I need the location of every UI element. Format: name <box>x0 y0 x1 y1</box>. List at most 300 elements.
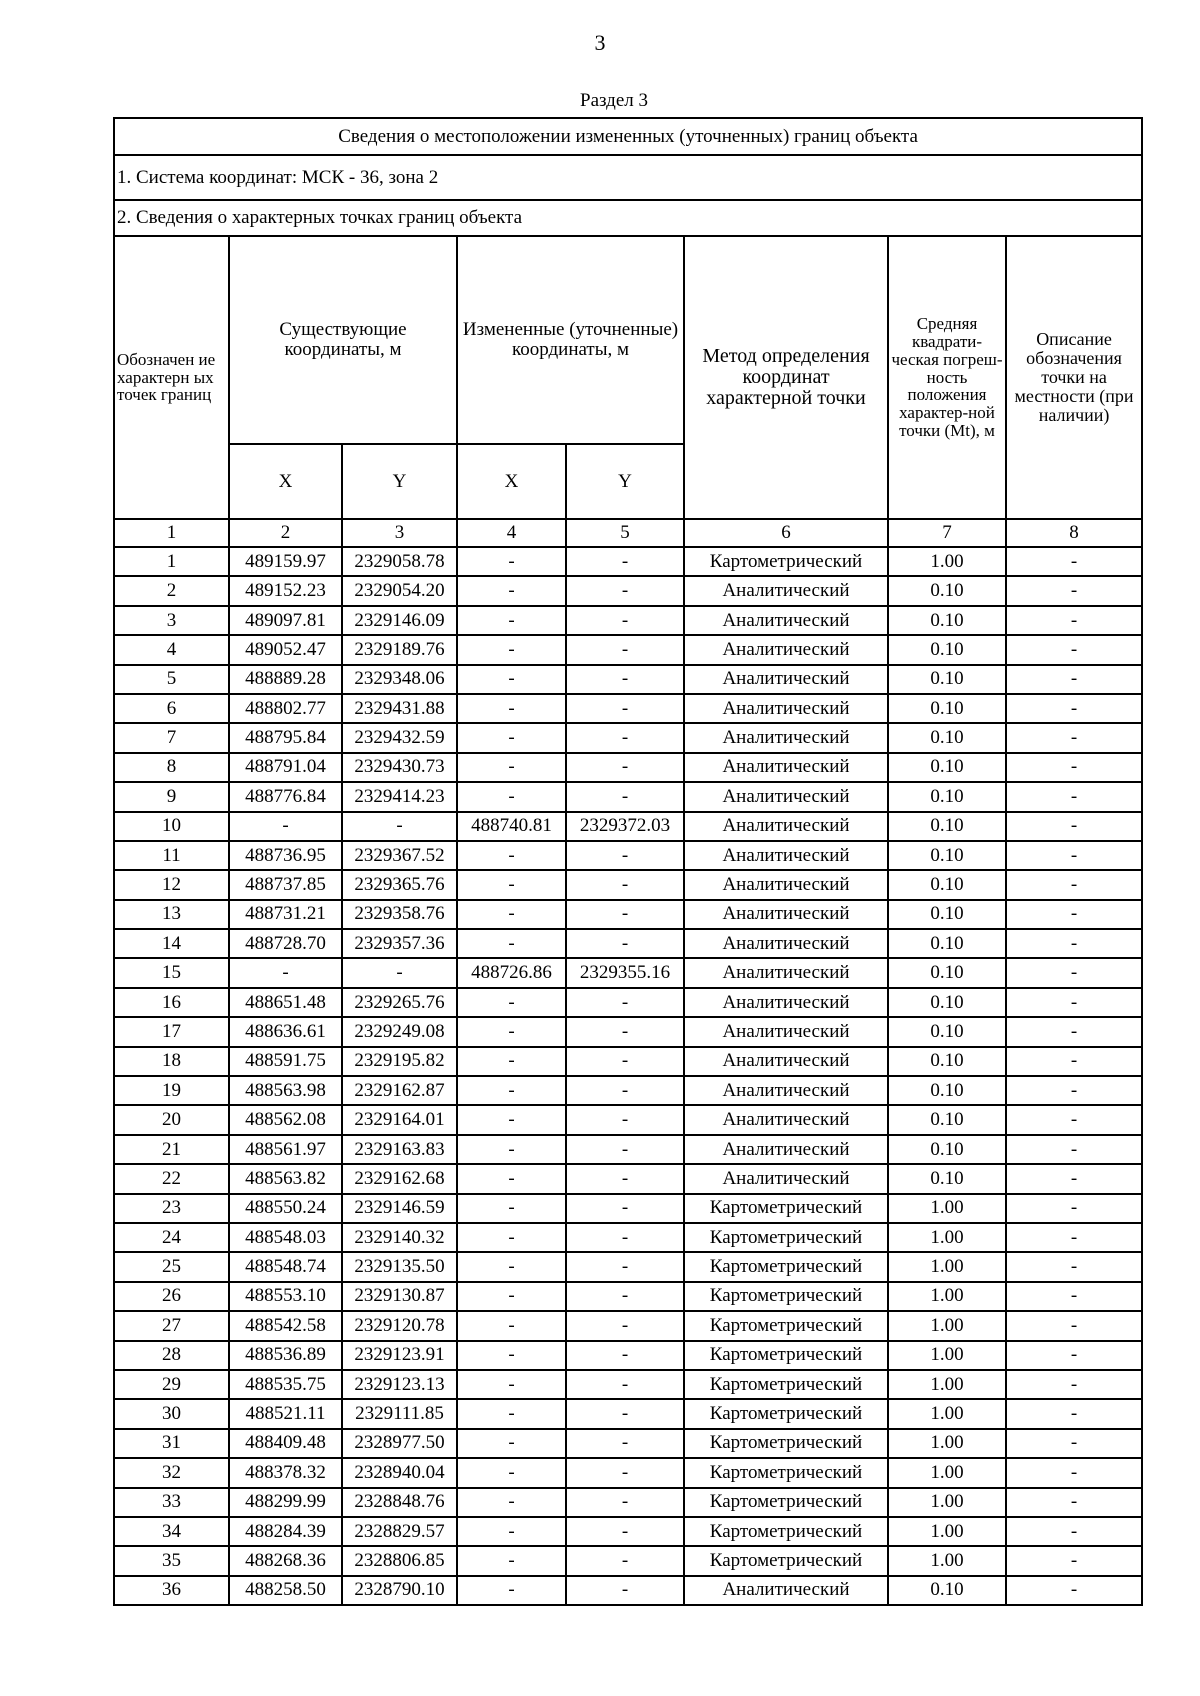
header-existing-x: X <box>229 444 342 519</box>
cell-changed-y: - <box>566 1546 684 1575</box>
cell-description: - <box>1006 1341 1142 1370</box>
cell-error: 1.00 <box>888 1252 1006 1281</box>
cell-point-id: 8 <box>114 753 229 782</box>
cell-existing-y: 2328829.57 <box>342 1517 457 1546</box>
cell-changed-y: - <box>566 1399 684 1428</box>
cell-changed-y: - <box>566 1517 684 1546</box>
cell-existing-y: 2329058.78 <box>342 547 457 576</box>
cell-existing-x: 488258.50 <box>229 1576 342 1605</box>
cell-changed-x: - <box>457 753 566 782</box>
cell-description: - <box>1006 900 1142 929</box>
cell-existing-x: 488553.10 <box>229 1282 342 1311</box>
cell-description: - <box>1006 1370 1142 1399</box>
cell-existing-x: 488795.84 <box>229 723 342 752</box>
cell-point-id: 34 <box>114 1517 229 1546</box>
cell-changed-x: - <box>457 870 566 899</box>
cell-changed-x: - <box>457 665 566 694</box>
cell-error: 1.00 <box>888 1429 1006 1458</box>
cell-existing-x: 488802.77 <box>229 694 342 723</box>
cell-method: Аналитический <box>684 1105 888 1134</box>
cell-method: Аналитический <box>684 841 888 870</box>
cell-existing-x: 488731.21 <box>229 900 342 929</box>
cell-existing-y: 2329189.76 <box>342 635 457 664</box>
cell-existing-y: 2329358.76 <box>342 900 457 929</box>
cell-existing-y: 2329120.78 <box>342 1311 457 1340</box>
cell-error: 1.00 <box>888 1282 1006 1311</box>
table-row <box>114 1223 1142 1252</box>
cell-method: Картометрический <box>684 1252 888 1281</box>
cell-existing-y: 2328977.50 <box>342 1429 457 1458</box>
cell-error: 0.10 <box>888 841 1006 870</box>
cell-changed-x: - <box>457 1135 566 1164</box>
cell-existing-y: 2329123.13 <box>342 1370 457 1399</box>
cell-point-id: 9 <box>114 782 229 811</box>
cell-point-id: 3 <box>114 606 229 635</box>
cell-error: 0.10 <box>888 812 1006 841</box>
column-number-row <box>114 519 1142 547</box>
cell-method: Аналитический <box>684 782 888 811</box>
cell-method: Аналитический <box>684 1135 888 1164</box>
cell-changed-x: - <box>457 1488 566 1517</box>
cell-description: - <box>1006 1399 1142 1428</box>
cell-point-id: 36 <box>114 1576 229 1605</box>
cell-existing-x: 489052.47 <box>229 635 342 664</box>
table-row <box>114 1370 1142 1399</box>
cell-changed-x: - <box>457 1576 566 1605</box>
column-number: 4 <box>457 519 566 547</box>
cell-changed-y: - <box>566 1164 684 1193</box>
cell-point-id: 4 <box>114 635 229 664</box>
cell-point-id: 31 <box>114 1429 229 1458</box>
cell-existing-y: 2328806.85 <box>342 1546 457 1575</box>
coordinate-system: 1. Система координат: МСК - 36, зона 2 <box>114 155 1142 200</box>
cell-point-id: 21 <box>114 1135 229 1164</box>
cell-point-id: 7 <box>114 723 229 752</box>
table-row <box>114 812 1142 841</box>
cell-existing-x: 488299.99 <box>229 1488 342 1517</box>
column-number: 2 <box>229 519 342 547</box>
cell-changed-y: - <box>566 929 684 958</box>
cell-error: 0.10 <box>888 900 1006 929</box>
cell-error: 0.10 <box>888 576 1006 605</box>
cell-point-id: 22 <box>114 1164 229 1193</box>
cell-changed-x: - <box>457 1252 566 1281</box>
cell-description: - <box>1006 1017 1142 1046</box>
points-heading: 2. Сведения о характерных точках границ объекта <box>114 200 1142 236</box>
header-method: Метод определения координат характерной точки <box>684 236 888 519</box>
cell-changed-x: - <box>457 1282 566 1311</box>
cell-method: Аналитический <box>684 958 888 987</box>
cell-existing-y: 2329135.50 <box>342 1252 457 1281</box>
cell-point-id: 13 <box>114 900 229 929</box>
cell-method: Аналитический <box>684 635 888 664</box>
cell-method: Картометрический <box>684 1429 888 1458</box>
cell-changed-x: - <box>457 1047 566 1076</box>
cell-method: Аналитический <box>684 694 888 723</box>
table-row <box>114 900 1142 929</box>
cell-error: 1.00 <box>888 1488 1006 1517</box>
cell-existing-x: 488409.48 <box>229 1429 342 1458</box>
cell-existing-y: 2329111.85 <box>342 1399 457 1428</box>
cell-existing-y: 2329430.73 <box>342 753 457 782</box>
cell-error: 1.00 <box>888 1517 1006 1546</box>
cell-existing-y: - <box>342 812 457 841</box>
cell-changed-x: - <box>457 1076 566 1105</box>
cell-existing-x: 488651.48 <box>229 988 342 1017</box>
cell-description: - <box>1006 1517 1142 1546</box>
cell-existing-x: 488728.70 <box>229 929 342 958</box>
cell-existing-x: 488563.82 <box>229 1164 342 1193</box>
cell-changed-x: - <box>457 1164 566 1193</box>
table-row <box>114 635 1142 664</box>
cell-point-id: 15 <box>114 958 229 987</box>
cell-changed-y: - <box>566 1017 684 1046</box>
cell-description: - <box>1006 606 1142 635</box>
cell-existing-y: 2329146.59 <box>342 1194 457 1223</box>
cell-existing-y: 2329140.32 <box>342 1223 457 1252</box>
table-row <box>114 723 1142 752</box>
cell-point-id: 29 <box>114 1370 229 1399</box>
table-row <box>114 1341 1142 1370</box>
cell-description: - <box>1006 988 1142 1017</box>
cell-changed-y: - <box>566 1223 684 1252</box>
cell-changed-x: - <box>457 1223 566 1252</box>
cell-error: 0.10 <box>888 753 1006 782</box>
cell-existing-x: 488791.04 <box>229 753 342 782</box>
cell-point-id: 2 <box>114 576 229 605</box>
cell-description: - <box>1006 1311 1142 1340</box>
cell-existing-y: 2329162.68 <box>342 1164 457 1193</box>
column-number: 5 <box>566 519 684 547</box>
cell-changed-y: - <box>566 1194 684 1223</box>
cell-changed-y: 2329355.16 <box>566 958 684 987</box>
cell-existing-x: 488562.08 <box>229 1105 342 1134</box>
cell-error: 0.10 <box>888 1047 1006 1076</box>
table-row <box>114 1135 1142 1164</box>
cell-existing-x: 488284.39 <box>229 1517 342 1546</box>
cell-existing-y: 2329163.83 <box>342 1135 457 1164</box>
cell-existing-x: 489097.81 <box>229 606 342 635</box>
cell-description: - <box>1006 870 1142 899</box>
cell-existing-x: 488268.36 <box>229 1546 342 1575</box>
table-title: Сведения о местоположении измененных (уточненных) границ объекта <box>114 118 1142 155</box>
cell-method: Картометрический <box>684 1341 888 1370</box>
cell-existing-x: 488521.11 <box>229 1399 342 1428</box>
table-row <box>114 665 1142 694</box>
table-row <box>114 1047 1142 1076</box>
cell-point-id: 25 <box>114 1252 229 1281</box>
cell-description: - <box>1006 665 1142 694</box>
cell-error: 1.00 <box>888 1458 1006 1487</box>
cell-method: Аналитический <box>684 576 888 605</box>
cell-changed-x: - <box>457 606 566 635</box>
cell-changed-x: - <box>457 1017 566 1046</box>
cell-changed-y: - <box>566 1429 684 1458</box>
cell-changed-x: - <box>457 723 566 752</box>
header-designation: Обозначен ие характерн ых точек границ <box>114 236 229 519</box>
cell-method: Аналитический <box>684 1164 888 1193</box>
cell-changed-x: - <box>457 1517 566 1546</box>
cell-error: 0.10 <box>888 694 1006 723</box>
cell-point-id: 19 <box>114 1076 229 1105</box>
header-changed-y: Y <box>566 444 684 519</box>
cell-method: Аналитический <box>684 988 888 1017</box>
cell-error: 0.10 <box>888 1164 1006 1193</box>
table-row <box>114 870 1142 899</box>
table-row <box>114 1546 1142 1575</box>
cell-existing-x: 488561.97 <box>229 1135 342 1164</box>
cell-description: - <box>1006 841 1142 870</box>
cell-existing-y: 2329195.82 <box>342 1047 457 1076</box>
cell-method: Аналитический <box>684 665 888 694</box>
table-row <box>114 1576 1142 1605</box>
cell-changed-y: - <box>566 694 684 723</box>
cell-changed-y: - <box>566 606 684 635</box>
header-error: Средняя квадрати-ческая погреш-ность положения характер-ной точки (Mt), м <box>888 236 1006 519</box>
cell-changed-y: - <box>566 1311 684 1340</box>
cell-description: - <box>1006 1076 1142 1105</box>
table-row <box>114 988 1142 1017</box>
header-existing-y: Y <box>342 444 457 519</box>
cell-existing-y: 2329357.36 <box>342 929 457 958</box>
cell-method: Аналитический <box>684 1076 888 1105</box>
cell-description: - <box>1006 1546 1142 1575</box>
cell-existing-y: 2329162.87 <box>342 1076 457 1105</box>
cell-point-id: 11 <box>114 841 229 870</box>
cell-method: Аналитический <box>684 606 888 635</box>
table-row <box>114 1282 1142 1311</box>
cell-method: Картометрический <box>684 1517 888 1546</box>
cell-method: Картометрический <box>684 1488 888 1517</box>
cell-description: - <box>1006 635 1142 664</box>
cell-existing-y: 2328940.04 <box>342 1458 457 1487</box>
cell-error: 1.00 <box>888 547 1006 576</box>
cell-error: 0.10 <box>888 606 1006 635</box>
cell-description: - <box>1006 1047 1142 1076</box>
cell-changed-x: - <box>457 1546 566 1575</box>
column-number: 6 <box>684 519 888 547</box>
cell-description: - <box>1006 958 1142 987</box>
cell-existing-y: 2329431.88 <box>342 694 457 723</box>
cell-error: 1.00 <box>888 1223 1006 1252</box>
page-number: 3 <box>594 30 606 55</box>
cell-existing-x: 489152.23 <box>229 576 342 605</box>
table-row <box>114 1105 1142 1134</box>
cell-changed-x: - <box>457 576 566 605</box>
cell-changed-y: - <box>566 753 684 782</box>
cell-existing-x: 488378.32 <box>229 1458 342 1487</box>
cell-point-id: 16 <box>114 988 229 1017</box>
cell-changed-x: - <box>457 929 566 958</box>
cell-method: Картометрический <box>684 547 888 576</box>
cell-changed-y: - <box>566 1076 684 1105</box>
cell-method: Аналитический <box>684 1047 888 1076</box>
cell-point-id: 30 <box>114 1399 229 1428</box>
cell-changed-x: 488726.86 <box>457 958 566 987</box>
cell-changed-y: - <box>566 1135 684 1164</box>
cell-point-id: 24 <box>114 1223 229 1252</box>
cell-point-id: 32 <box>114 1458 229 1487</box>
cell-error: 0.10 <box>888 665 1006 694</box>
cell-existing-x: 488548.74 <box>229 1252 342 1281</box>
table-row <box>114 1399 1142 1428</box>
cell-changed-y: 2329372.03 <box>566 812 684 841</box>
cell-changed-y: - <box>566 1488 684 1517</box>
cell-point-id: 20 <box>114 1105 229 1134</box>
cell-error: 0.10 <box>888 929 1006 958</box>
cell-point-id: 5 <box>114 665 229 694</box>
table-row <box>114 1017 1142 1046</box>
cell-method: Картометрический <box>684 1194 888 1223</box>
table-row <box>114 1311 1142 1340</box>
cell-description: - <box>1006 753 1142 782</box>
cell-changed-x: - <box>457 635 566 664</box>
table-row <box>114 694 1142 723</box>
cell-description: - <box>1006 1282 1142 1311</box>
cell-method: Аналитический <box>684 723 888 752</box>
cell-method: Аналитический <box>684 929 888 958</box>
cell-error: 0.10 <box>888 870 1006 899</box>
table-row <box>114 841 1142 870</box>
cell-changed-y: - <box>566 870 684 899</box>
column-number: 1 <box>114 519 229 547</box>
table-row <box>114 547 1142 576</box>
cell-changed-x: 488740.81 <box>457 812 566 841</box>
cell-error: 1.00 <box>888 1399 1006 1428</box>
cell-description: - <box>1006 1135 1142 1164</box>
cell-existing-x: 488542.58 <box>229 1311 342 1340</box>
table-row <box>114 929 1142 958</box>
cell-method: Картометрический <box>684 1458 888 1487</box>
cell-changed-x: - <box>457 1429 566 1458</box>
cell-description: - <box>1006 1458 1142 1487</box>
cell-existing-y: 2329249.08 <box>342 1017 457 1046</box>
cell-method: Аналитический <box>684 870 888 899</box>
cell-existing-x: 489159.97 <box>229 547 342 576</box>
cell-point-id: 26 <box>114 1282 229 1311</box>
header-existing-coordinates: Существующие координаты, м <box>229 236 457 444</box>
cell-existing-y: 2328848.76 <box>342 1488 457 1517</box>
cell-description: - <box>1006 1576 1142 1605</box>
cell-error: 1.00 <box>888 1341 1006 1370</box>
cell-existing-y: 2329146.09 <box>342 606 457 635</box>
cell-changed-x: - <box>457 1370 566 1399</box>
cell-changed-y: - <box>566 841 684 870</box>
cell-changed-y: - <box>566 1282 684 1311</box>
table-row <box>114 1164 1142 1193</box>
cell-error: 1.00 <box>888 1546 1006 1575</box>
table-row <box>114 1458 1142 1487</box>
cell-point-id: 17 <box>114 1017 229 1046</box>
cell-existing-x: 488563.98 <box>229 1076 342 1105</box>
cell-error: 0.10 <box>888 1576 1006 1605</box>
cell-point-id: 18 <box>114 1047 229 1076</box>
cell-changed-x: - <box>457 694 566 723</box>
cell-description: - <box>1006 1223 1142 1252</box>
boundary-points-table <box>113 117 1143 1606</box>
table-row <box>114 782 1142 811</box>
cell-point-id: 1 <box>114 547 229 576</box>
cell-description: - <box>1006 1194 1142 1223</box>
cell-existing-x: 488889.28 <box>229 665 342 694</box>
cell-point-id: 23 <box>114 1194 229 1223</box>
cell-method: Аналитический <box>684 1576 888 1605</box>
cell-changed-y: - <box>566 782 684 811</box>
table-row <box>114 1076 1142 1105</box>
header-changed-coordinates: Измененные (уточненные) координаты, м <box>457 236 684 444</box>
cell-description: - <box>1006 929 1142 958</box>
cell-error: 1.00 <box>888 1194 1006 1223</box>
cell-error: 0.10 <box>888 782 1006 811</box>
cell-changed-x: - <box>457 1458 566 1487</box>
header-changed-x: X <box>457 444 566 519</box>
cell-existing-y: 2329365.76 <box>342 870 457 899</box>
cell-changed-x: - <box>457 1194 566 1223</box>
cell-error: 0.10 <box>888 958 1006 987</box>
section-label: Раздел 3 <box>580 90 648 111</box>
header-description: Описание обозначения точки на местности (при наличии) <box>1006 236 1142 519</box>
table-row <box>114 1517 1142 1546</box>
cell-changed-y: - <box>566 1341 684 1370</box>
cell-existing-x: 488550.24 <box>229 1194 342 1223</box>
cell-point-id: 14 <box>114 929 229 958</box>
cell-error: 0.10 <box>888 988 1006 1017</box>
cell-point-id: 6 <box>114 694 229 723</box>
cell-changed-y: - <box>566 1252 684 1281</box>
cell-method: Картометрический <box>684 1311 888 1340</box>
table-row <box>114 1488 1142 1517</box>
cell-method: Аналитический <box>684 812 888 841</box>
table-row <box>114 1194 1142 1223</box>
cell-error: 1.00 <box>888 1311 1006 1340</box>
cell-existing-x: - <box>229 958 342 987</box>
table-row <box>114 753 1142 782</box>
cell-error: 0.10 <box>888 1135 1006 1164</box>
cell-changed-y: - <box>566 988 684 1017</box>
cell-error: 0.10 <box>888 1105 1006 1134</box>
cell-description: - <box>1006 1488 1142 1517</box>
cell-existing-x: 488536.89 <box>229 1341 342 1370</box>
cell-existing-y: 2329367.52 <box>342 841 457 870</box>
cell-changed-x: - <box>457 1399 566 1428</box>
cell-changed-x: - <box>457 988 566 1017</box>
cell-existing-y: 2329414.23 <box>342 782 457 811</box>
cell-changed-y: - <box>566 1047 684 1076</box>
cell-description: - <box>1006 1429 1142 1458</box>
cell-existing-y: 2329164.01 <box>342 1105 457 1134</box>
cell-error: 1.00 <box>888 1370 1006 1399</box>
cell-existing-y: 2329432.59 <box>342 723 457 752</box>
cell-changed-x: - <box>457 547 566 576</box>
table-row <box>114 576 1142 605</box>
cell-changed-y: - <box>566 900 684 929</box>
cell-changed-x: - <box>457 841 566 870</box>
cell-changed-y: - <box>566 576 684 605</box>
cell-existing-y: 2329130.87 <box>342 1282 457 1311</box>
table-row <box>114 606 1142 635</box>
cell-point-id: 33 <box>114 1488 229 1517</box>
cell-method: Аналитический <box>684 900 888 929</box>
cell-error: 0.10 <box>888 723 1006 752</box>
cell-existing-x: 488776.84 <box>229 782 342 811</box>
cell-changed-y: - <box>566 723 684 752</box>
cell-existing-x: 488736.95 <box>229 841 342 870</box>
cell-existing-y: 2329348.06 <box>342 665 457 694</box>
cell-existing-y: 2328790.10 <box>342 1576 457 1605</box>
cell-existing-x: 488548.03 <box>229 1223 342 1252</box>
cell-changed-y: - <box>566 1576 684 1605</box>
column-number: 7 <box>888 519 1006 547</box>
